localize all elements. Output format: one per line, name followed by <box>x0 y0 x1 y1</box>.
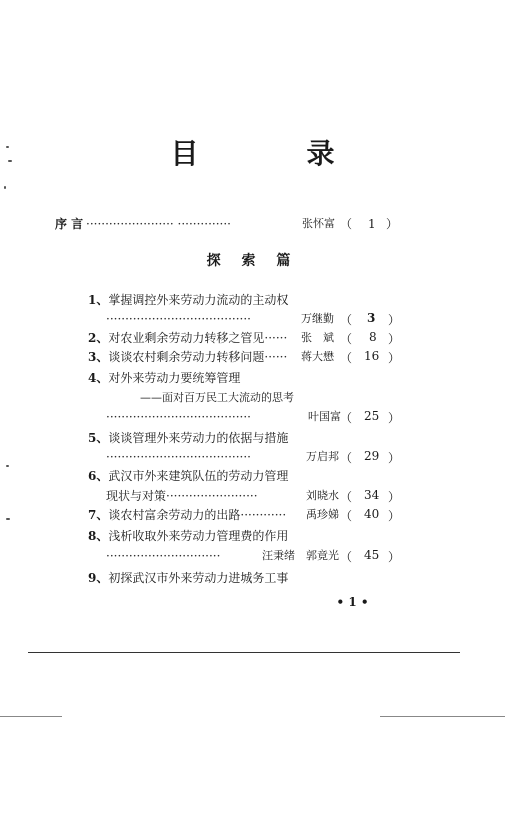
page-number: • 1 • <box>336 595 369 609</box>
entry-author: 禹珍娣 <box>306 508 339 521</box>
leader-dots: ······································ <box>106 450 251 464</box>
entry-author: 张 斌 <box>301 331 334 344</box>
entry-page: 40 <box>364 507 380 521</box>
preface-label: 序 言 <box>55 217 84 231</box>
section-heading: 探 索 篇 <box>206 253 299 269</box>
paren-open: （ <box>340 490 353 504</box>
entry-number: 4、 <box>88 371 109 385</box>
paren-open: （ <box>340 217 353 231</box>
entry-number: 9、 <box>88 571 109 585</box>
entry-number: 5、 <box>88 431 109 445</box>
entry-author: 叶国富 <box>308 410 341 423</box>
entry-author: 万继勤 <box>301 312 334 325</box>
entry-number: 6、 <box>88 469 109 483</box>
entry-title: 谈谈管理外来劳动力的依据与措施 <box>108 431 289 445</box>
paren-open: （ <box>340 550 353 564</box>
entry-title: 对农业剩余劳动力转移之管见 <box>108 331 265 345</box>
entry-title: 初探武汉市外来劳动力进城务工事 <box>108 571 289 585</box>
entry-page: 25 <box>364 409 380 423</box>
paren-open: （ <box>340 351 353 365</box>
leader-dots: ························ <box>166 489 258 503</box>
paren-close: ） <box>388 411 401 425</box>
entry-number: 8、 <box>88 529 109 543</box>
entry-page: 29 <box>364 449 380 463</box>
preface-page: 1 <box>368 217 376 231</box>
entry-subtitle: ——面对百万民工大流动的思考 <box>140 391 294 404</box>
paren-open: （ <box>340 313 353 327</box>
paren-close: ） <box>388 490 401 504</box>
entry-title-line2: 现状与对策 <box>106 489 167 503</box>
entry-title: 对外来劳动力要统筹管理 <box>108 371 241 385</box>
paren-open: （ <box>340 332 353 346</box>
paren-close: ） <box>388 313 401 327</box>
paren-close: ） <box>388 451 401 465</box>
entry-number: 7、 <box>88 508 109 522</box>
entry-title: 武汉市外来建筑队伍的劳动力管理 <box>108 469 289 483</box>
leader-dots: ······ <box>264 331 288 345</box>
scan-rule <box>380 716 505 717</box>
toc-entry <box>88 330 287 346</box>
page-title: 目 录 <box>170 137 375 170</box>
entry-title-continued <box>106 488 258 504</box>
leader-dots: ······························ <box>106 549 221 563</box>
entry-page: 16 <box>364 349 380 363</box>
paren-open: （ <box>340 451 353 465</box>
paren-close: ） <box>388 550 401 564</box>
paren-close: ） <box>386 217 399 231</box>
scan-speck <box>6 146 9 148</box>
entry-title: 浅析收取外来劳动力管理费的作用 <box>108 529 289 543</box>
paren-open: （ <box>340 411 353 425</box>
entry-author: 汪秉绪 郭竟光 <box>262 549 339 562</box>
toc-entry <box>88 292 288 308</box>
entry-author: 万启邦 <box>306 450 339 463</box>
paren-open: （ <box>340 509 353 523</box>
scan-speck <box>6 518 10 520</box>
entry-author: 刘晓水 <box>306 489 339 502</box>
entry-title: 谈农村富余劳动力的出路 <box>108 508 241 522</box>
toc-entry <box>88 507 286 523</box>
paren-close: ） <box>388 351 401 365</box>
scan-rule <box>0 716 62 717</box>
entry-page: 45 <box>364 548 380 562</box>
entry-title: 掌握调控外来劳动力流动的主动权 <box>108 293 289 307</box>
scan-speck <box>4 186 6 189</box>
paren-close: ） <box>388 332 401 346</box>
leader-dots: ······················· ·············· <box>86 217 231 231</box>
entry-title: 谈谈农村剩余劳动力转移问题 <box>108 350 265 364</box>
preface-author: 张怀富 <box>302 217 335 230</box>
scan-rule <box>28 652 460 653</box>
leader-dots: ······································ <box>106 312 251 326</box>
leader-dots: ············ <box>240 508 287 522</box>
entry-number: 1、 <box>88 293 109 307</box>
entry-number: 2、 <box>88 331 109 345</box>
entry-number: 3、 <box>88 350 109 364</box>
toc-entry <box>88 528 288 544</box>
toc-entry <box>88 570 288 586</box>
leader-dots: ······ <box>264 350 288 364</box>
toc-entry <box>88 370 240 386</box>
scan-speck <box>8 160 12 162</box>
toc-entry <box>88 349 287 365</box>
toc-entry <box>88 430 288 446</box>
paren-close: ） <box>388 509 401 523</box>
entry-page: 34 <box>364 488 380 502</box>
entry-page: 3 <box>367 311 376 325</box>
leader-dots: ······································ <box>106 410 251 424</box>
scan-speck <box>6 465 9 467</box>
toc-entry <box>88 468 288 484</box>
entry-page: 8 <box>369 330 377 344</box>
entry-author: 蒋大懋 <box>301 350 334 363</box>
